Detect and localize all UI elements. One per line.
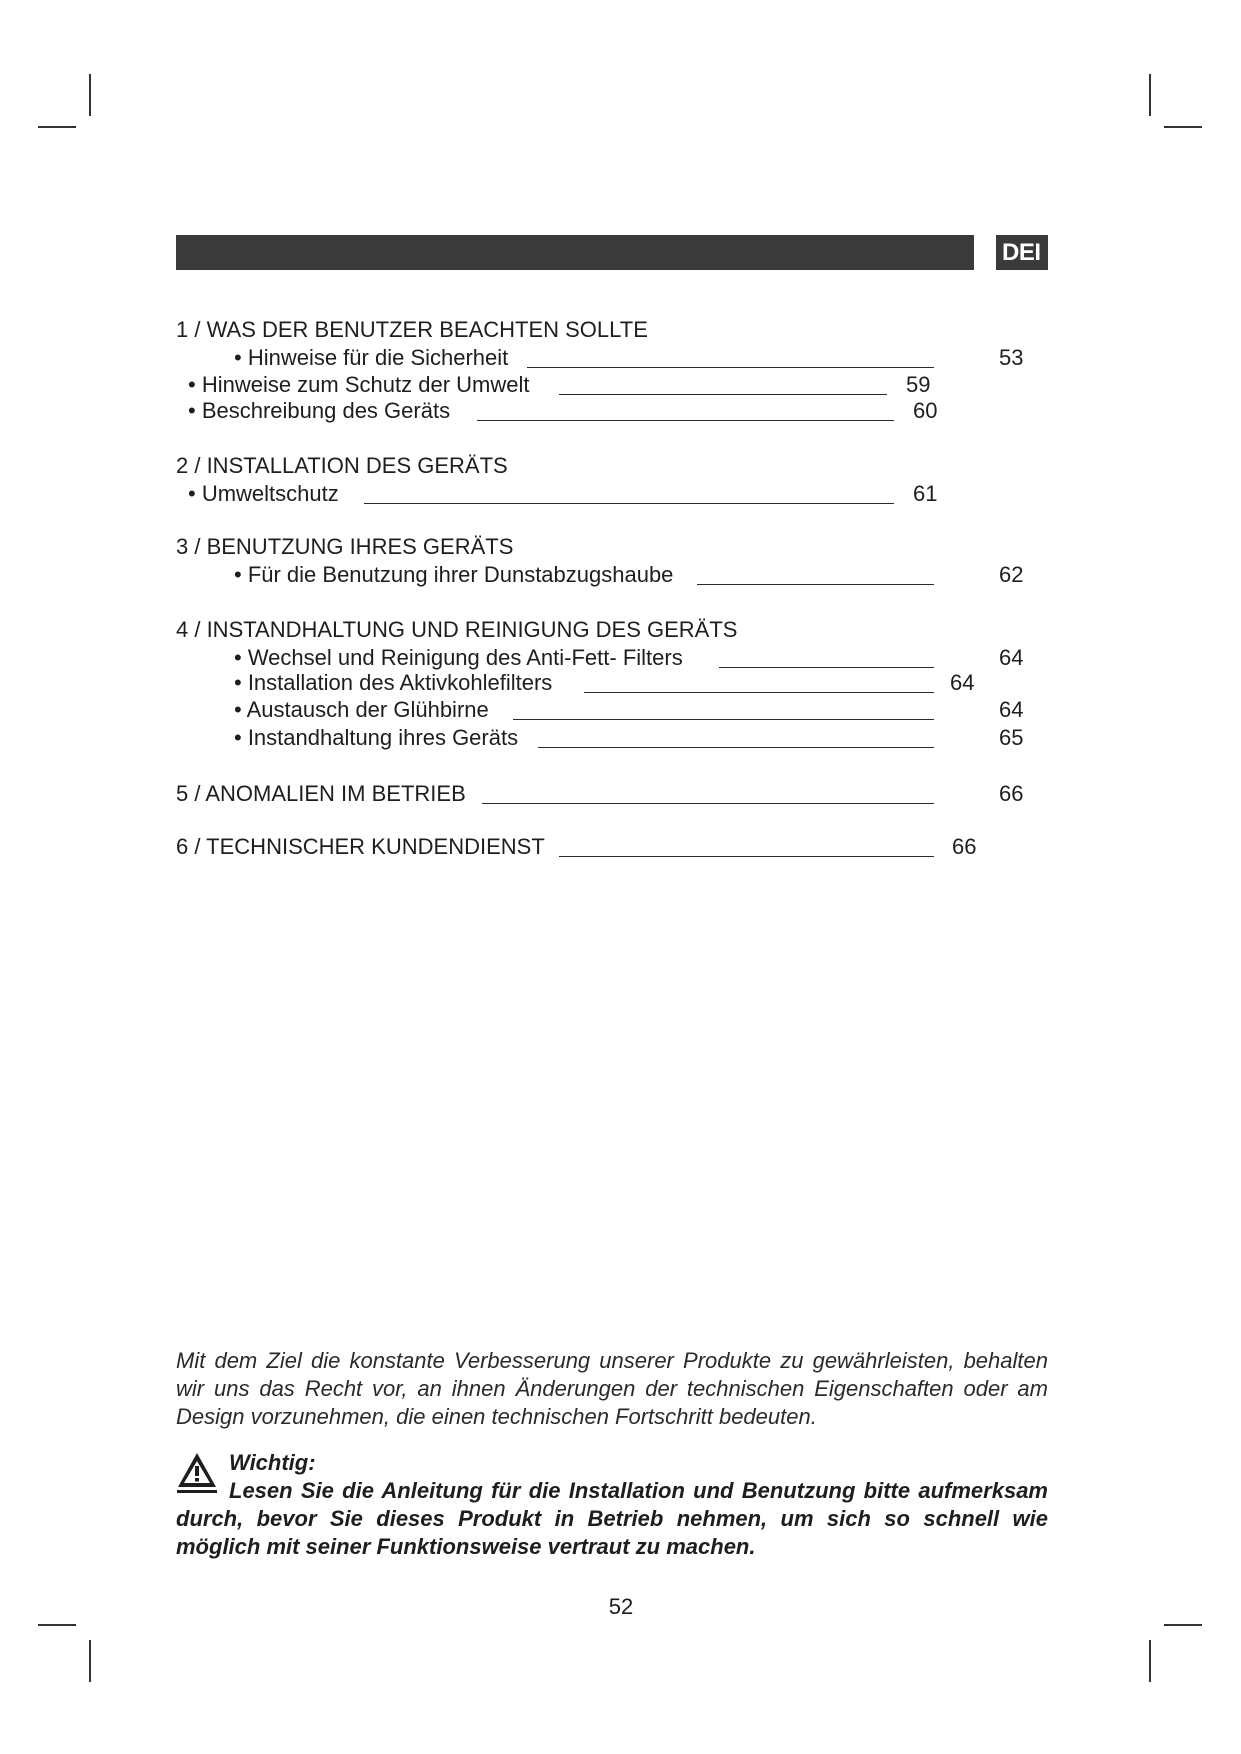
toc-section-6-leader [559, 856, 934, 857]
toc-entry-carbon-filter-leader [584, 692, 934, 693]
toc-entry-environment-label: • Hinweise zum Schutz der Umwelt [188, 372, 530, 397]
toc-entry-safety-leader [527, 367, 934, 368]
crop-mark-top-left-vertical [89, 74, 91, 116]
toc-entry-description-leader [477, 420, 894, 421]
crop-mark-bottom-right-vertical [1149, 1640, 1151, 1682]
product-change-notice: Mit dem Ziel die konstante Verbesserung unserer Produkte zu gewährleisten, behalten wir uns das Recht vor, an ihnen Änderungen der technischen Eigenschaften oder am Design vorzunehmen, die einen technischen Fortschritt bedeuten. [176, 1348, 1048, 1429]
crop-mark-bottom-left-vertical [89, 1640, 91, 1682]
toc-section-5-leader [482, 803, 934, 804]
toc-entry-safety-page: 53 [999, 345, 1024, 370]
language-badge: DEI [996, 235, 1048, 270]
crop-mark-top-right-horizontal [1164, 126, 1202, 128]
toc-entry-environment-page: 59 [906, 372, 931, 397]
toc-entry-filter-leader [719, 667, 934, 668]
header-bar [176, 235, 974, 270]
toc-entry-bulb-label: • Austausch der Glühbirne [234, 697, 489, 722]
toc-entry-maintenance-page: 65 [999, 725, 1024, 750]
toc-entry-umweltschutz-leader [364, 503, 894, 504]
toc-entry-filter-page: 64 [999, 645, 1024, 670]
warning-text: Lesen Sie die Anleitung für die Installation und Benutzung bitte aufmerksam durch, bevor Sie dieses Produkt in Betrieb nehmen, um sich so schnell wie möglich mit seiner Funktionsweise vertraut zu machen. [176, 1478, 1048, 1559]
toc-entry-description-label: • Beschreibung des Geräts [188, 398, 451, 423]
toc-entry-umweltschutz-label: • Umweltschutz [188, 481, 339, 506]
toc-entry-carbon-filter-label: • Installation des Aktivkohlefilters [234, 670, 553, 695]
toc-entry-usage-page: 62 [999, 562, 1024, 587]
toc-entry-maintenance-leader [538, 747, 934, 748]
toc-entry-maintenance-label: • Instandhaltung ihres Geräts [234, 725, 519, 750]
page-number: 52 [608, 1594, 634, 1619]
toc-entry-carbon-filter-page: 64 [950, 670, 975, 695]
toc-entry-environment-leader [559, 394, 887, 395]
toc-entry-bulb-page: 64 [999, 697, 1024, 722]
toc-entry-usage-label: • Für die Benutzung ihrer Dunstabzugshaube [234, 562, 674, 587]
toc-section-2-title: 2 / INSTALLATION DES GERÄTS [176, 453, 508, 478]
toc-entry-safety-label: • Hinweise für die Sicherheit [234, 345, 509, 370]
toc-entry-filter-label: • Wechsel und Reinigung des Anti-Fett- Filters [234, 645, 683, 670]
toc-section-3-title: 3 / BENUTZUNG IHRES GERÄTS [176, 534, 514, 559]
toc-section-5-page: 66 [999, 781, 1024, 806]
toc-section-6-page: 66 [952, 834, 977, 859]
crop-mark-bottom-left-horizontal [38, 1624, 76, 1626]
toc-entry-description-page: 60 [913, 398, 938, 423]
crop-mark-top-right-vertical [1149, 74, 1151, 116]
toc-section-5-label: 5 / ANOMALIEN IM BETRIEB [176, 781, 466, 806]
toc-section-1-title: 1 / WAS DER BENUTZER BEACHTEN SOLLTE [176, 317, 648, 342]
crop-mark-top-left-horizontal [38, 126, 76, 128]
crop-mark-bottom-right-horizontal [1164, 1624, 1202, 1626]
warning-title: Wichtig: [229, 1450, 316, 1475]
toc-entry-umweltschutz-page: 61 [913, 481, 938, 506]
toc-section-6-label: 6 / TECHNISCHER KUNDENDIENST [176, 834, 545, 859]
toc-entry-usage-leader [697, 584, 934, 585]
toc-entry-bulb-leader [513, 719, 934, 720]
toc-section-4-title: 4 / INSTANDHALTUNG UND REINIGUNG DES GERÄTS [176, 617, 738, 642]
